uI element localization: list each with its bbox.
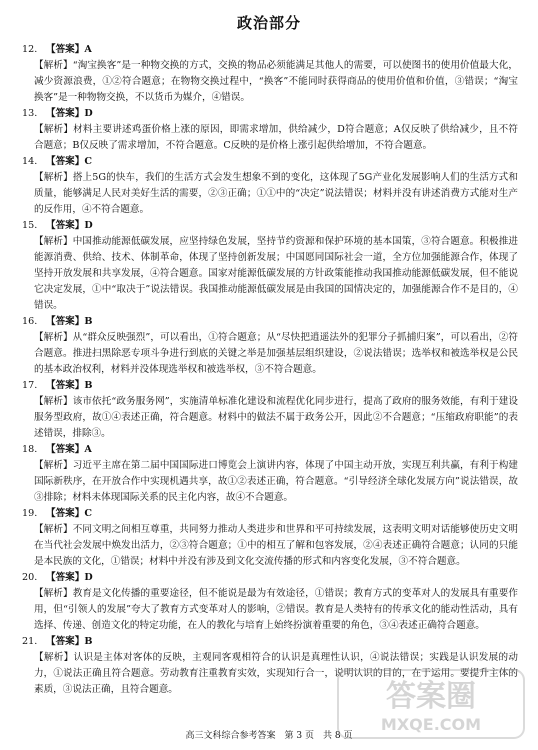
watermark-text: 答案圈 — [386, 679, 476, 714]
explanation-text: 【解析】该市依托“政务服务网”，实施清单标准化建设和流程优化同步进行，提高了政府的服务效能，有利于建设服务型政府，故①④表述正确，符合题意。材料中的做法不属于政务公开，因此②不合题意；“压缩政府职能”的表述错误，排除③。 — [34, 396, 518, 439]
answer-label: 【答案】B — [46, 380, 93, 391]
answer-line — [22, 42, 518, 58]
explanation-text: 【解析】不同文明之间相互尊重，共同努力推动人类进步和世界和平可持续发展，这表明文明对话能够使历史文明在当代社会发展中焕发出活力，②③符合题意；①中的相互了解和包容发展，②④表述正确符合题意；认同的只能是本民族的文化，①错误；材料中并没有涉及到文化交流传播的形式和内容变化发展，③不符合题意。 — [34, 524, 518, 567]
answer-label: 【答案】B — [46, 636, 93, 647]
question-number: 14. — [22, 156, 38, 167]
answer-line — [22, 218, 518, 234]
answer-line — [22, 570, 518, 586]
answer-label: 【答案】A — [46, 44, 92, 55]
question-number: 18. — [22, 444, 38, 455]
question-item — [22, 378, 518, 442]
answer-label: 【答案】A — [46, 444, 92, 455]
question-number: 16. — [22, 316, 38, 327]
explanation-text: 【解析】教育是文化传播的重要途径，但不能说是最为有效途径，①错误；教育方式的变革对人的发展具有重要作用，但“引领人的发展”夸大了教育方式变革对人的影响，②错误。教育是人类特有的传承文化的能动性活动，具有选择、传递、创造文化的特定功能，在人的教化与培育上始终扮演着重要的角色，③④表述正确符合题意。 — [34, 588, 518, 631]
answer-line — [22, 106, 518, 122]
question-number: 15. — [22, 220, 38, 231]
question-number: 17. — [22, 380, 38, 391]
answer-line — [22, 506, 518, 522]
answer-line — [22, 634, 518, 650]
question-item — [22, 314, 518, 378]
answer-label: 【答案】B — [46, 316, 93, 327]
question-number: 20. — [22, 572, 38, 583]
watermark-domain: MXQE.COM — [380, 715, 482, 734]
explanation-text: 【解析】搭上5G的快车，我们的生活方式会发生想象不到的变化，这体现了5G产业化发展影响人们的生活方式和质量，能够满足人民对美好生活的需要，②③正确；①①中的“决定”说法错误；材料并没有讲述消费方式能对生产的反作用，④不符合题意。 — [34, 172, 518, 215]
question-item — [22, 506, 518, 570]
answer-line — [22, 378, 518, 394]
explanation-text: 【解析】从“群众反映强烈”，可以看出，①符合题意；从“尽快把逍遥法外的犯罪分子抓捕归案”，可以看出，②符合题意。推进扫黑除恶专项斗争进行到底的关键之举是加强基层组织建设，②说法错误；选举权和被选举权是公民的基本政治权利，材料并没体现选举权和被选举权，③不符合题意。 — [34, 332, 518, 375]
answer-line — [22, 314, 518, 330]
answer-line — [22, 154, 518, 170]
answer-label: 【答案】D — [46, 108, 93, 119]
explanation-text: 【解析】材料主要讲述鸡蛋价格上涨的原因，即需求增加，供给减少，D符合题意；A仅反映了供给减少，且不符合题意；B仅反映了需求增加，不符合题意。C反映的是价格上涨引起供给增加，不符合题意。 — [34, 124, 518, 151]
question-number: 13. — [22, 108, 38, 119]
watermark-logo-icon — [336, 668, 526, 740]
question-item — [22, 42, 518, 106]
explanation-text: 【解析】习近平主席在第二届中国国际进口博览会上演讲内容，体现了中国主动开放，实现互利共赢，有利于构建国际新秩序，在开放合作中实现机遇共享，故①②表述正确，符合题意。“引导经济全球化发展方向”说法错误，故③排除；材料未体现国际关系的民主化内容，故④不合题意。 — [34, 460, 518, 503]
question-item — [22, 106, 518, 154]
explanation-text: 【解析】“淘宝换客”是一种物交换的方式，交换的物品必须能满足其他人的需要，可以使图书的使用价值最大化，减少资源浪费，①②符合题意；在物物交换过程中，“换客”不能同时获得商品的使用价值和价值，③错误；“淘宝换客”是一种物物交换，不以货币为媒介，④错误。 — [34, 60, 518, 103]
answer-line — [22, 442, 518, 458]
question-item — [22, 154, 518, 218]
answer-label: 【答案】D — [46, 220, 93, 231]
page-title: 政治部分 — [236, 14, 301, 32]
answer-list — [22, 42, 518, 698]
answer-label: 【答案】C — [46, 508, 93, 519]
question-number: 12. — [22, 44, 38, 55]
question-item — [22, 218, 518, 314]
answer-label: 【答案】D — [46, 572, 93, 583]
answer-label: 【答案】C — [46, 156, 93, 167]
page-footer: 高三文科综合参考答案 第 3 页 共 8 页 — [185, 731, 353, 741]
question-item — [22, 570, 518, 634]
question-number: 19. — [22, 508, 38, 519]
explanation-text: 【解析】认识是主体对客体的反映，主观同客观相符合的认识是真理性认识，④说法错误；实践是认识发展的动力，①说法正确且符合题意。劳动教育注重教育实效，实现知行合一，说明认识的目的，在于运用。要提升主体的素质，③说法正确，且符合题意。 — [34, 652, 518, 695]
explanation-text: 【解析】中国推动能源低碳发展，应坚持绿色发展，坚持节约资源和保护环境的基本国策，③符合题意。积极推进能源消费、供给、技术、体制革命，体现了坚持创新发展；中国愿同国际社会一道，全方位加强能源合作，体现了坚持开放发展和共享发展，④符合题意。国家对能源低碳发展的方针政策能推动我国推动能源低碳发展，但不能说它决定发展，①中“取决于”说法错误。我国推动能源低碳发展是由我国的国情决定的，加强能源合作不是目的，④错误。 — [34, 236, 518, 311]
question-number: 21. — [22, 636, 38, 647]
question-item — [22, 442, 518, 506]
